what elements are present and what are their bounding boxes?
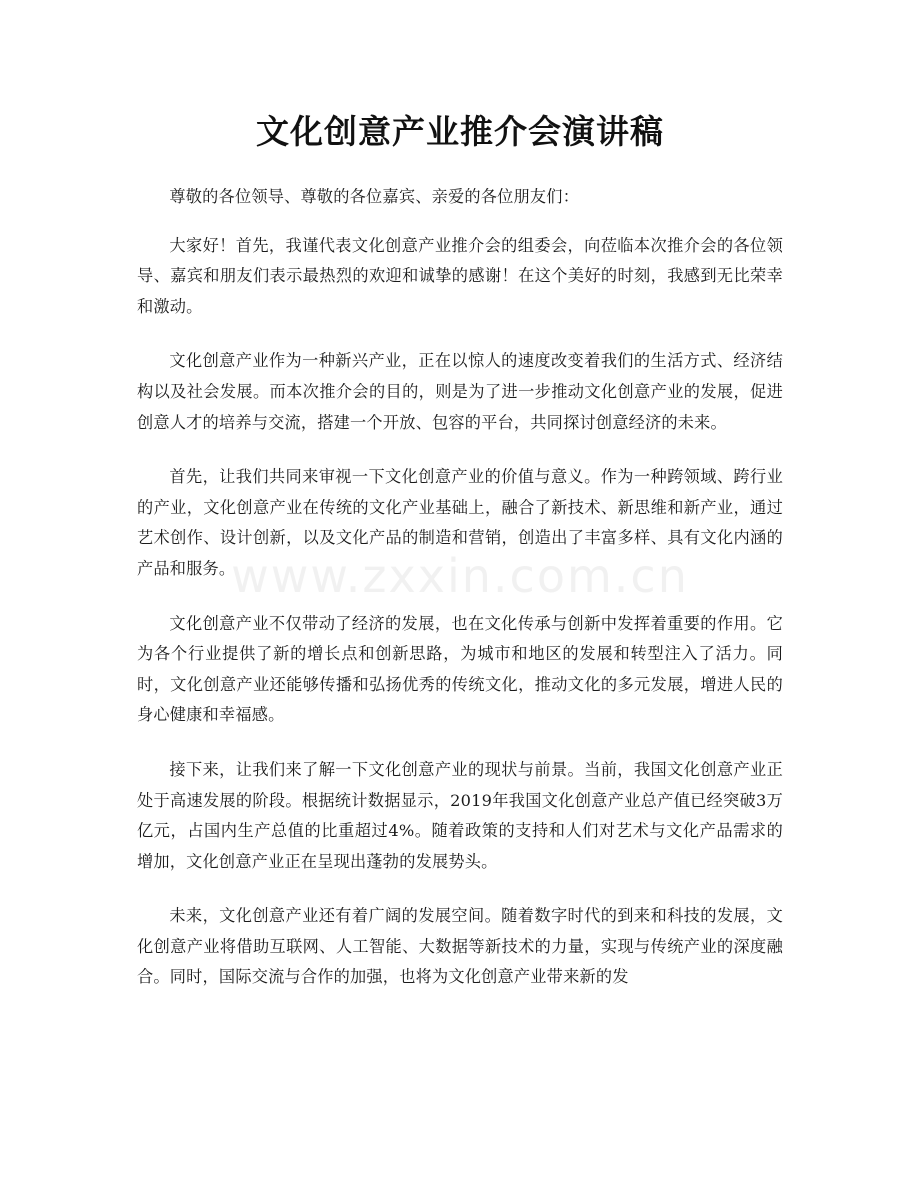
- body-paragraph: 未来，文化创意产业还有着广阔的发展空间。随着数字时代的到来和科技的发展，文化创意产业将借助互联网、人工智能、大数据等新技术的力量，实现与传统产业的深度融合。同时，国际交流与合作的加强，也将为文化创意产业带来新的发: [137, 906, 783, 987]
- body-paragraph: 大家好！首先，我谨代表文化创意产业推介会的组委会，向莅临本次推介会的各位领导、嘉宾和朋友们表示最热烈的欢迎和诚挚的感谢！在这个美好的时刻，我感到无比荣幸和激动。: [137, 235, 783, 316]
- body-paragraph: 接下来，让我们来了解一下文化创意产业的现状与前景。当前，我国文化创意产业正处于高速发展的阶段。根据统计数据显示，2019年我国文化创意产业总产值已经突破3万亿元，占国内生产总值的比重超过4%。随着政策的支持和人们对艺术与文化产品需求的增加，文化创意产业正在呈现出蓬勃的发展势头。: [137, 759, 783, 871]
- body-paragraph: 文化创意产业不仅带动了经济的发展，也在文化传承与创新中发挥着重要的作用。它为各个行业提供了新的增长点和创新思路，为城市和地区的发展和转型注入了活力。同时，文化创意产业还能够传播和弘扬优秀的传统文化，推动文化的多元发展，增进人民的身心健康和幸福感。: [137, 613, 783, 725]
- salutation-paragraph: 尊敬的各位领导、尊敬的各位嘉宾、亲爱的各位朋友们：: [169, 187, 580, 206]
- body-paragraph: 文化创意产业作为一种新兴产业，正在以惊人的速度改变着我们的生活方式、经济结构以及社会发展。而本次推介会的目的，则是为了进一步推动文化创意产业的发展，促进创意人才的培养与交流，搭建一个开放、包容的平台，共同探讨创意经济的未来。: [137, 351, 783, 432]
- document-title: 文化创意产业推介会演讲稿: [256, 112, 664, 151]
- document-body: [137, 182, 783, 993]
- watermark: www.zxxin.com.cn: [231, 549, 689, 603]
- body-paragraph: 首先，让我们共同来审视一下文化创意产业的价值与意义。作为一种跨领域、跨行业的产业，文化创意产业在传统的文化产业基础上，融合了新技术、新思维和新产业，通过艺术创作、设计创新，以及文化产品的制造和营销，创造出了丰富多样、具有文化内涵的产品和服务。: [137, 467, 783, 578]
